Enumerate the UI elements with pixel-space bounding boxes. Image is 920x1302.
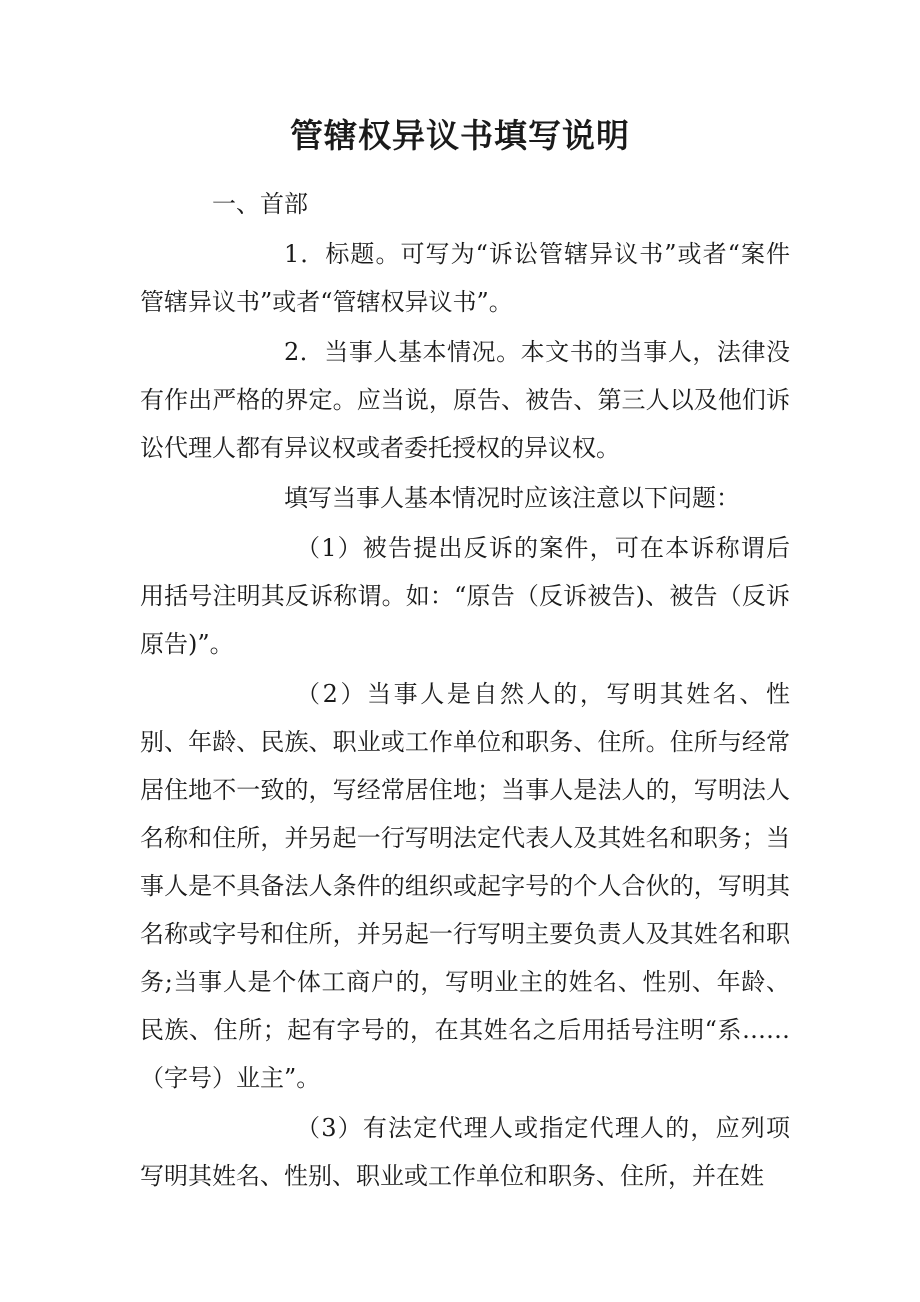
paragraph-party-info: 2．当事人基本情况。本文书的当事人，法律没有作出严格的界定。应当说，原告、被告、第三人以及他们诉讼代理人都有异议权或者委托授权的异议权。 [140, 338, 790, 462]
paragraph-note-1: （1）被告提出反诉的案件，可在本诉称谓后用括号注明其反诉称谓。如：“原告（反诉被告)、被告（反诉原告)”。 [140, 534, 790, 658]
section-heading-header: 一、首部 [212, 190, 308, 218]
document-body [140, 180, 790, 1202]
document-title: 管辖权异议书填写说明 [290, 116, 630, 155]
paragraph-title-item: 1．标题。可写为“诉讼管辖异议书”或者“案件管辖异议书”或者“管辖权异议书”。 [140, 240, 790, 316]
paragraph-notes-intro: 填写当事人基本情况时应该注意以下问题： [284, 484, 740, 512]
paragraph-note-2: （2）当事人是自然人的，写明其姓名、性别、年龄、民族、职业或工作单位和职务、住所。住所与经常居住地不一致的，写经常居住地；当事人是法人的，写明法人名称和住所，并另起一行写明法定代表人及其姓名和职务；当事人是不具备法人条件的组织或起字号的个人合伙的，写明其名称或字号和住所，并另起一行写明主要负责人及其姓名和职务;当事人是个体工商户的，写明业主的姓名、性别、年龄、民族、住所；起有字号的，在其姓名之后用括号注明“系……（字号）业主”。 [140, 680, 790, 1092]
paragraph-note-3: （3）有法定代理人或指定代理人的，应列项写明其姓名、性别、职业或工作单位和职务、住所，并在姓 [140, 1114, 790, 1190]
